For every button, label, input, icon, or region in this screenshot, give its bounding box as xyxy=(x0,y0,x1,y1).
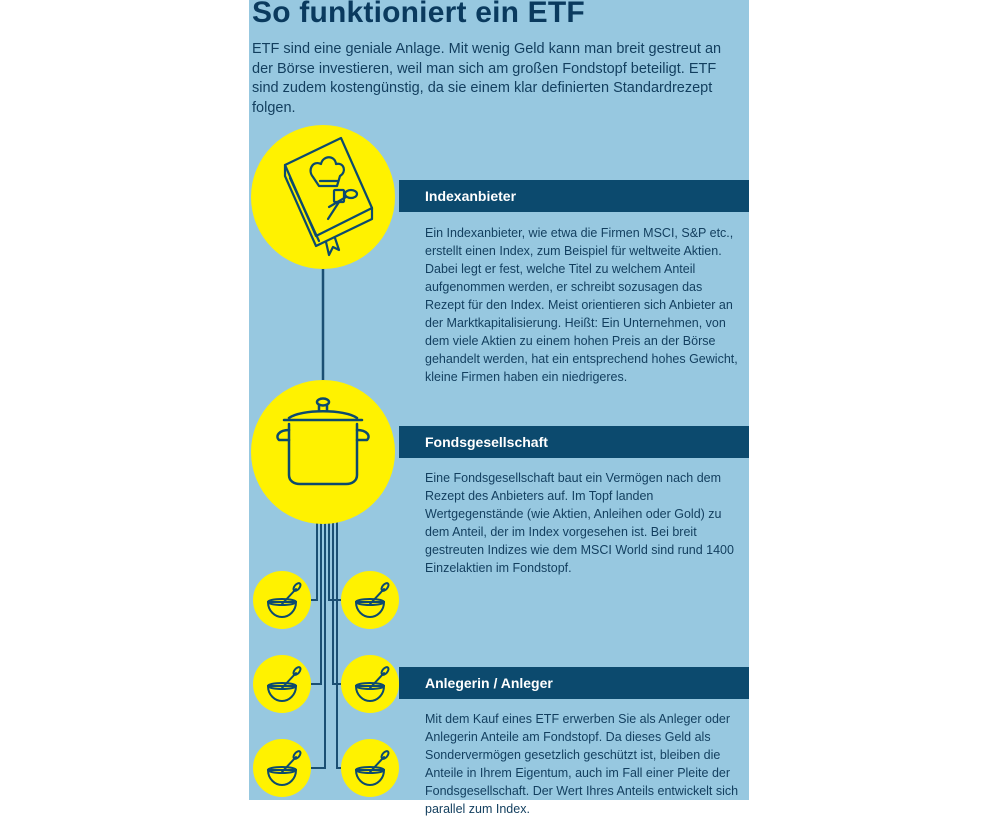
recipe-book-icon xyxy=(251,125,395,269)
bowl-icon xyxy=(253,739,311,797)
section-heading-indexanbieter: Indexanbieter xyxy=(399,180,749,212)
bowl-icon xyxy=(341,571,399,629)
bowl-icon xyxy=(253,571,311,629)
bowl-icon xyxy=(341,655,399,713)
intro-text: ETF sind eine geniale Anlage. Mit wenig Geld kann man breit gestreut an der Börse investieren, weil man sich am großen Fondstopf beteiligt. ETF sind zudem kostengünstig, da sie einem klar definierten Standardrezept folgen. xyxy=(252,41,722,116)
bowl-icon xyxy=(253,655,311,713)
section-heading-fondsgesellschaft: Fondsgesellschaft xyxy=(399,426,749,458)
section-text-anleger: Mit dem Kauf eines ETF erwerben Sie als Anleger oder Anlegerin Anteile am Fondstopf. Da dieses Geld als Sondervermögen gesetzlich geschützt ist, bleiben die Anteile in Ihrem Eigentum, auch im Fall einer Pleite der Fondsgesellschaft. Der Wert Ihres Anteils entwickelt sich parallel zum Index. xyxy=(425,712,739,816)
page-title: So funktioniert ein ETF xyxy=(252,0,585,29)
cooking-pot-icon xyxy=(251,380,395,524)
distribution-lines xyxy=(311,520,341,768)
section-text-fondsgesellschaft: Eine Fondsgesellschaft baut ein Vermögen nach dem Rezept des Anbieters auf. Im Topf landen Wertgegenstände (wie Aktien, Anleihen oder Gold) zu dem Anteil, der im Index vorgesehen ist. Bei breit gestreuten Indizes wie dem MSCI World sind rund 1400 Einzelaktien im Fondstopf. xyxy=(425,471,734,575)
section-heading-anleger: Anlegerin / Anleger xyxy=(399,667,749,699)
bowl-icon xyxy=(341,739,399,797)
etf-infographic xyxy=(249,0,749,816)
section-text-indexanbieter: Ein Indexanbieter, wie etwa die Firmen MSCI, S&P etc., erstellt einen Index, zum Beispiel für weltweite Aktien. Dabei legt er fest, welche Titel zu welchem Anteil aufgenommen werden, er schreibt sozusagen das Rezept für den Index. Meist orientieren sich Anbieter an der Marktkapitalisierung. Heißt: Ein Unternehmen, von dem viele Aktien zu einem hohen Preis an der Börse gehandelt werden, hat ein entsprechend hohes Gewicht, kleine Firmen haben ein niedrigeres. xyxy=(425,226,738,384)
